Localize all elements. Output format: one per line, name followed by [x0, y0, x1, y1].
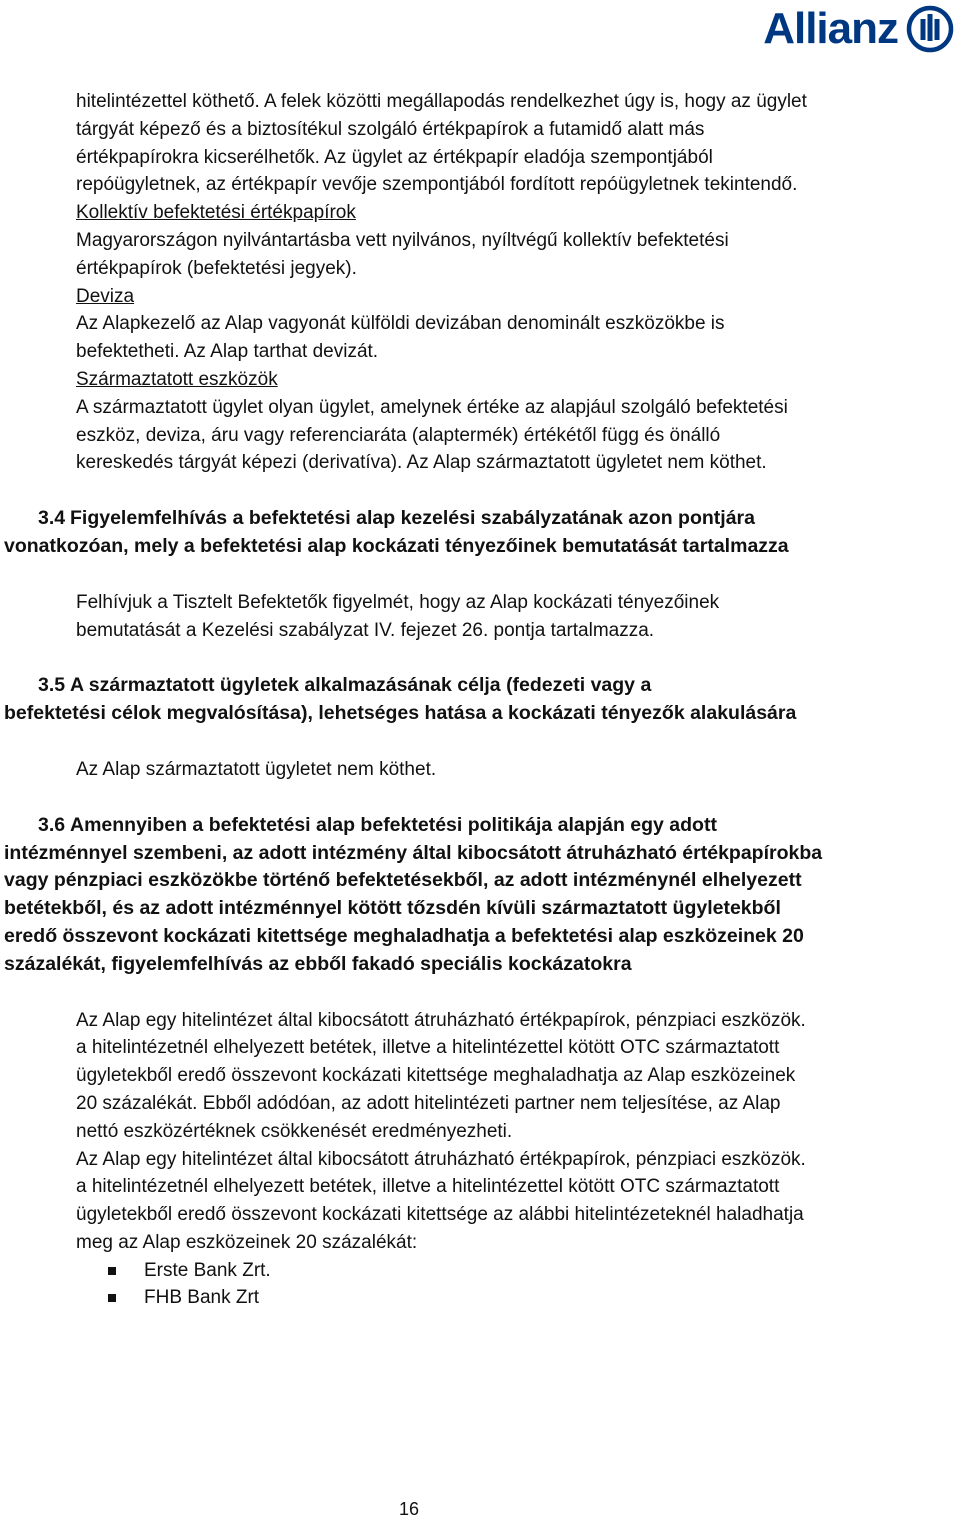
section-heading-3-4 [0, 505, 824, 561]
logo-wordmark: Allianz [763, 4, 898, 53]
section-number: 3.6 [38, 813, 66, 836]
subheading-szarmaztatott: Származtatott eszközök [76, 368, 278, 390]
section-title-line1: Figyelemfelhívás a befektetési alap kezelési szabályzatának azon pontjára [70, 507, 755, 530]
section-heading-3-6 [0, 812, 824, 979]
section-3-4-body: Felhívjuk a Tisztelt Befektetők figyelmét, hogy az Alap kockázati tényezőinek bemutatását a Kezelési szabályzat IV. fejezet 26. pontja tartalmazza. [76, 591, 720, 641]
section-title-rest: intézménnyel szembeni, az adott intézmény által kibocsátott átruházható értékpapírokba vagy pénzpiaci eszközökbe történő befektetésekből, az adott intézménynél elhelyezett betétekből, és az adott intézménnyel kötött tőzsdén kívüli származtatott ügyletekből eredő összevont kockázati kitettsége meghaladhatja a befektetési alap eszközeinek 20 százalékát, figyelemfelhívás az ebből fakadó speciális kockázatokra [4, 841, 823, 975]
intro-paragraph: hitelintézettel köthető. A felek közötti megállapodás rendelkezhet úgy is, hogy az ügylet tárgyát képező és a biztosítékul szolgáló értékpapírok a futamidő alatt más értékpapírokra kicserélhetők. Az ügylet az értékpapír eladója szempontjából repóügyletnek, az értékpapír vevője szempontjából fordított repóügyletnek tekintendő. [76, 91, 807, 196]
bank-list [0, 1257, 960, 1313]
section-number: 3.5 [38, 674, 66, 697]
subheading-deviza: Deviza [76, 285, 135, 307]
kollektiv-text: Magyarországon nyilvántartásba vett nyilvános, nyíltvégű kollektív befektetési értékpapírok (befektetési jegyek). [76, 229, 729, 279]
subheading-kollektiv: Kollektív befektetési értékpapírok [76, 202, 356, 224]
section-3-6-body-1: Az Alap egy hitelintézet által kibocsátott átruházható értékpapírok, pénzpiaci eszközök. a hitelintézetnél elhelyezett betétek, illetve a hitelintézettel kötött OTC származtatott ügyletekből eredő összevont kockázati kitettsége meghaladhatja az Alap eszközeinek 20 százalékát. Ebből adódóan, az adott hitelintézeti partner nem teljesítése, az Alap nettó eszközértéknek csökkenését eredményezheti. [76, 1009, 806, 1142]
section-heading-3-5 [0, 672, 824, 728]
bullet-square-icon [108, 1267, 116, 1275]
allianz-eagle-icon [906, 5, 954, 53]
list-item: FHB Bank Zrt [108, 1284, 960, 1312]
list-item: Erste Bank Zrt. [108, 1257, 960, 1285]
section-number: 3.4 [38, 507, 66, 530]
document-body [0, 88, 960, 1312]
page-number: 16 [398, 1499, 420, 1519]
szarmaztatott-text: A származtatott ügylet olyan ügylet, amelynek értéke az alapjául szolgáló befektetési eszköz, deviza, áru vagy referenciaráta (alaptermék) értékétől függ és önálló kereskedés tárgyát képezi (derivatíva). Az Alap származtatott ügyletet nem köthet. [76, 396, 788, 474]
section-title-rest: vonatkozóan, mely a befektetési alap kockázati tényezőinek bemutatását tartalmazza [4, 534, 789, 557]
section-title-line1: A származtatott ügyletek alkalmazásának célja (fedezeti vagy a [70, 674, 652, 697]
bullet-square-icon [108, 1294, 116, 1302]
section-title-line1: Amennyiben a befektetési alap befektetési politikája alapján egy adott [70, 813, 717, 836]
deviza-text: Az Alapkezelő az Alap vagyonát külföldi devizában denominált eszközökbe is befektetheti. Az Alap tarthat devizát. [76, 313, 725, 363]
section-title-rest: befektetési célok megvalósítása), lehetséges hatása a kockázati tényezők alakulására [4, 702, 797, 725]
section-3-6-body-2: Az Alap egy hitelintézet által kibocsátott átruházható értékpapírok, pénzpiaci eszközök. a hitelintézetnél elhelyezett betétek, illetve a hitelintézettel kötött OTC származtatott ügyletekből eredő összevont kockázati kitettsége az alábbi hitelintézeteknél haladhatja meg az Alap eszközeinek 20 százalékát: [76, 1148, 806, 1253]
section-3-5-body: Az Alap származtatott ügyletet nem köthet. [76, 758, 437, 780]
allianz-logo [763, 0, 954, 58]
